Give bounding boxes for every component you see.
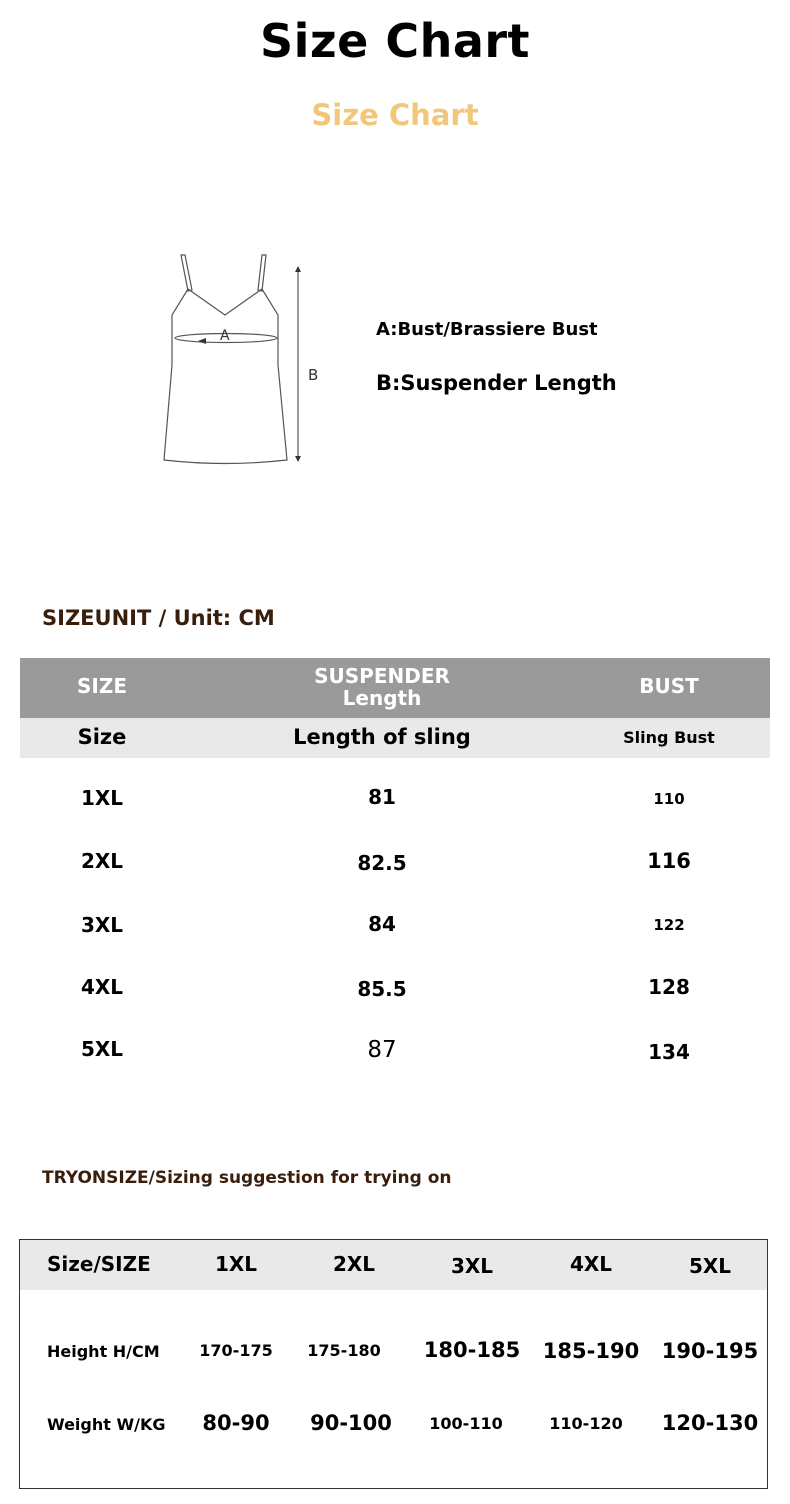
table-row	[20, 1338, 767, 1411]
cell-length: 84	[368, 912, 396, 936]
table-row	[20, 949, 770, 1012]
cell-size: 4XL	[80, 975, 124, 999]
diagram-label-a: A	[220, 328, 230, 344]
height-1xl: 170-175	[199, 1341, 273, 1360]
sub-bust: Sling Bust	[623, 728, 715, 747]
size-table	[20, 658, 770, 1075]
col-size: SIZE	[76, 674, 127, 698]
sub-length: Length of sling	[293, 725, 471, 749]
table-row	[20, 823, 770, 886]
cell-bust: 122	[653, 916, 685, 934]
size-unit-heading: SIZEUNIT / Unit: CM	[42, 606, 275, 630]
weight-2xl: 90-100	[310, 1411, 392, 1435]
col-suspender-line2: Length	[342, 686, 422, 710]
col-suspender	[272, 665, 492, 709]
page-subtitle: Size Chart	[311, 98, 479, 132]
cell-length: 81	[368, 785, 396, 809]
height-5xl: 190-195	[661, 1339, 759, 1363]
try-on-table	[19, 1239, 768, 1489]
diagram-label-b: B	[308, 366, 319, 384]
try-col-1xl: 1XL	[214, 1252, 258, 1276]
table-row	[20, 886, 770, 949]
cell-bust: 110	[653, 790, 685, 808]
size-table-header	[20, 658, 770, 718]
legend-length: B:Suspender Length	[376, 371, 617, 395]
height-2xl: 175-180	[307, 1341, 381, 1360]
cell-size: 5XL	[80, 1037, 124, 1061]
cell-length: 82.5	[357, 851, 407, 875]
weight-label: Weight W/KG	[47, 1415, 166, 1434]
sub-size: Size	[77, 725, 127, 749]
try-col-size: Size/SIZE	[47, 1252, 151, 1276]
try-col-5xl: 5XL	[688, 1254, 732, 1278]
table-row	[20, 758, 770, 823]
weight-5xl: 120-130	[661, 1411, 759, 1435]
length-arrow-bottom-icon	[295, 456, 301, 462]
cell-length: 85.5	[357, 977, 407, 1001]
bust-arrow-icon	[198, 338, 206, 344]
page-title: Size Chart	[259, 14, 531, 68]
table-row	[20, 1012, 770, 1075]
cell-length: 87	[367, 1037, 397, 1063]
try-col-2xl: 2XL	[332, 1252, 376, 1276]
try-col-3xl: 3XL	[450, 1254, 494, 1278]
cell-bust: 128	[648, 975, 690, 999]
size-table-subheader	[20, 718, 770, 758]
try-col-4xl: 4XL	[569, 1252, 613, 1276]
col-suspender-line1: SUSPENDER	[314, 664, 450, 688]
height-3xl: 180-185	[423, 1338, 521, 1362]
camisole-diagram	[150, 245, 330, 475]
try-on-heading: TRYONSIZE/Sizing suggestion for trying on	[42, 1168, 452, 1188]
weight-3xl: 100-110	[429, 1414, 503, 1433]
table-row	[20, 1411, 767, 1484]
length-arrow-top-icon	[295, 266, 301, 272]
cell-size: 3XL	[80, 913, 124, 937]
height-label: Height H/CM	[47, 1342, 160, 1361]
cell-bust: 116	[647, 849, 691, 873]
cell-bust: 134	[648, 1040, 690, 1064]
height-4xl: 185-190	[542, 1339, 640, 1363]
cell-size: 2XL	[80, 849, 124, 873]
weight-1xl: 80-90	[202, 1411, 270, 1435]
cell-size: 1XL	[80, 786, 124, 810]
try-table-header	[20, 1240, 767, 1290]
weight-4xl: 110-120	[549, 1414, 623, 1433]
col-bust: BUST	[639, 674, 699, 698]
legend-bust: A:Bust/Brassiere Bust	[376, 319, 598, 340]
